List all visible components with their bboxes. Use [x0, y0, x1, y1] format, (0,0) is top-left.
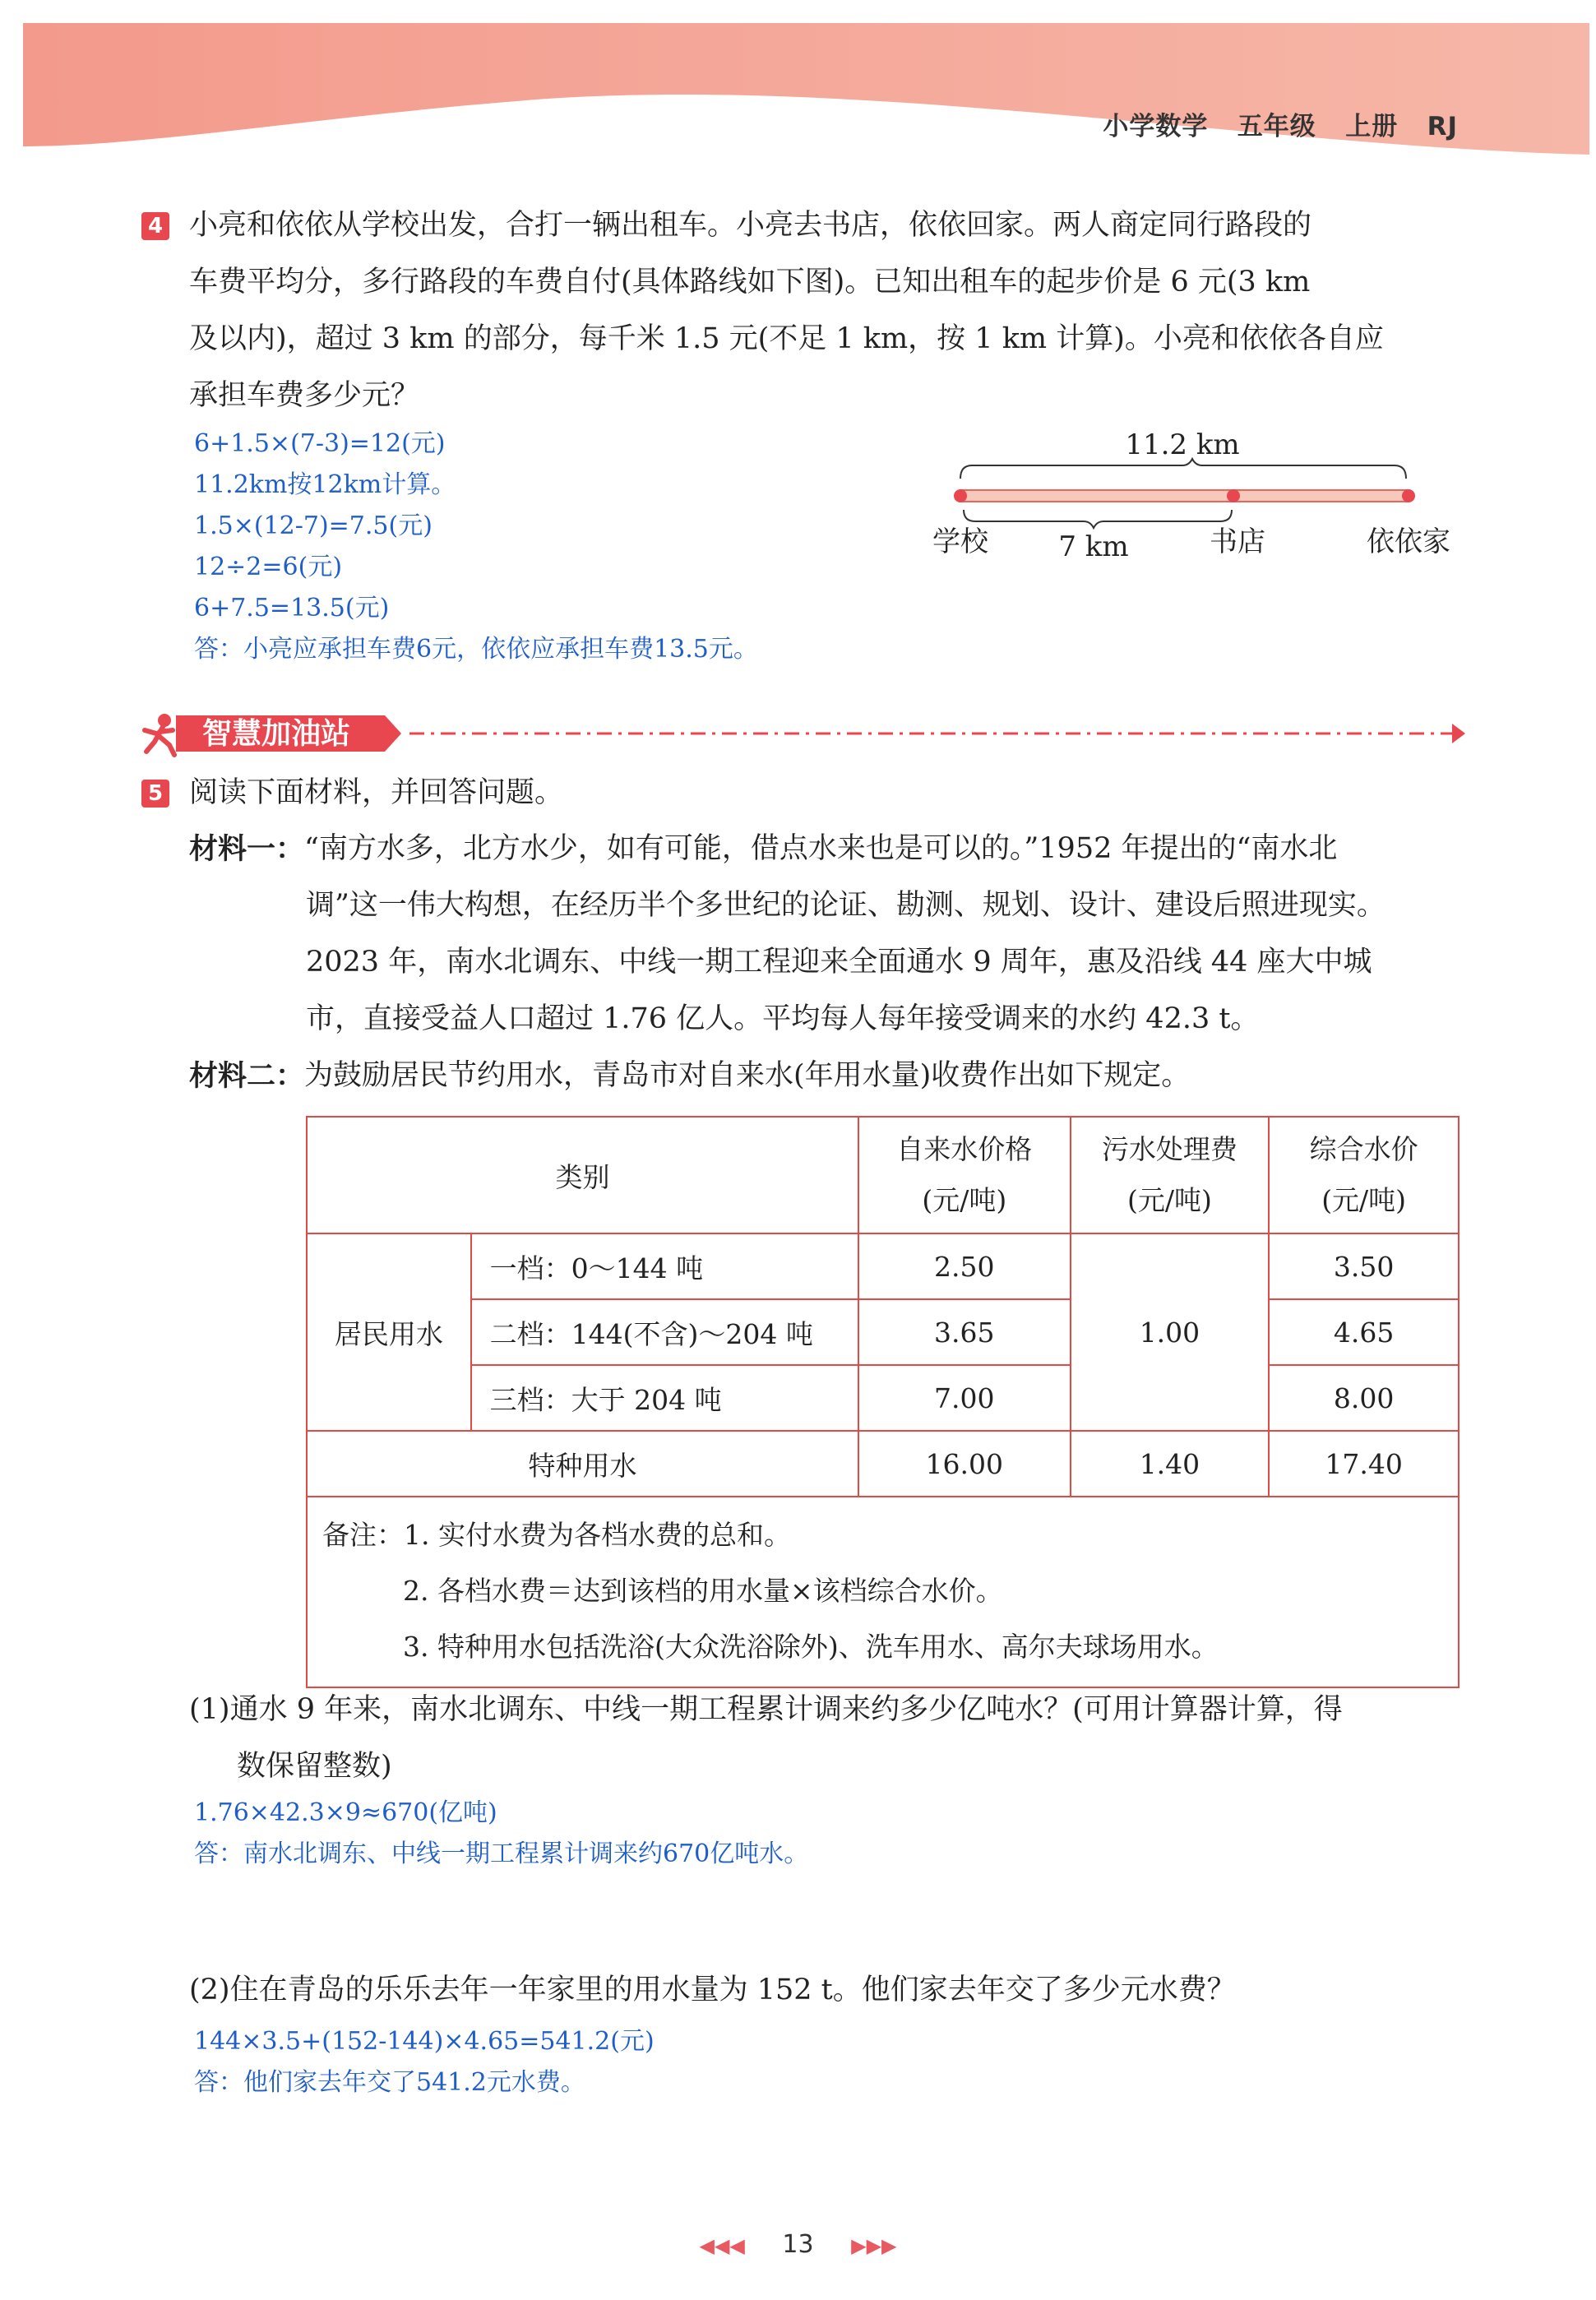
- table-row: [307, 1299, 1459, 1365]
- middle-label: 书店: [1210, 525, 1265, 558]
- prev-arrows-icon: ◀◀◀: [699, 2234, 745, 2257]
- sub1-line: 数保留整数): [237, 1750, 392, 1783]
- special-total-price: 17.40: [1269, 1431, 1459, 1497]
- section-title: 智慧加油站: [202, 717, 351, 751]
- special-name: 特种用水: [307, 1431, 858, 1497]
- segment-brace: [964, 510, 1232, 528]
- tier-name: 三档：大于 204 吨: [471, 1365, 858, 1431]
- material1-line: 市，直接受益人口超过 1.76 亿人。平均每人每年接受调来的水约 42.3 t。: [306, 1002, 1260, 1035]
- answer-line: 答：小亮应承担车费6元，依依应承担车费13.5元。: [194, 635, 758, 664]
- q5-sub2-text: (2)住在青岛的乐乐去年一年家里的用水量为 152 t。他们家去年交了多少元水费？: [189, 1974, 1236, 2006]
- tier-tap-price: 2.50: [858, 1233, 1071, 1299]
- table-row: [307, 1431, 1459, 1497]
- special-tap-price: 16.00: [858, 1431, 1071, 1497]
- q4-line: 车费平均分，多行路段的车费自付(具体路线如下图)。已知出租车的起步价是 6 元(3 km: [189, 266, 1311, 298]
- answer-line: 答：南水北调东、中线一期工程累计调来约670亿吨水。: [194, 1840, 809, 1868]
- q5-sub2-answer: [194, 2021, 655, 2103]
- q5-number-badge: 5: [141, 780, 169, 808]
- answer-line: 6+1.5×(7-3)=12(元): [194, 429, 446, 458]
- q5-sub1-answer: [194, 1793, 808, 1875]
- material2-label: 材料二：: [189, 1059, 305, 1093]
- home-dot: [1402, 489, 1415, 502]
- table-row: [307, 1365, 1459, 1431]
- resident-label: 居民用水: [307, 1233, 471, 1431]
- q5-intro: 阅读下面材料，并回答问题。: [189, 776, 564, 809]
- tier-tap-price: 3.65: [858, 1299, 1071, 1365]
- header-subject: 小学数学: [1103, 112, 1209, 141]
- school-dot: [954, 489, 967, 502]
- q5-sub1-text: [189, 1682, 1472, 1795]
- runner-icon: [145, 714, 174, 755]
- answer-line: 144×3.5+(152-144)×4.65=541.2(元): [194, 2027, 655, 2056]
- section-banner: [140, 709, 1472, 758]
- answer-line: 11.2km按12km计算。: [194, 470, 456, 499]
- answer-line: 1.5×(12-7)=7.5(元): [194, 511, 433, 540]
- answer-line: 12÷2=6(元): [194, 553, 343, 581]
- start-label: 学校: [932, 525, 988, 558]
- tier-total-price: 4.65: [1269, 1299, 1459, 1365]
- material2-text: 为鼓励居民节约用水，青岛市对自来水(年用水量)收费作出如下规定。: [304, 1059, 1191, 1092]
- route-diagram: [921, 428, 1480, 567]
- q4-number-badge: 4: [141, 212, 169, 240]
- header-grade: 五年级: [1237, 112, 1316, 141]
- segment-distance-label: 7 km: [1058, 530, 1129, 563]
- tier-total-price: 3.50: [1269, 1233, 1459, 1299]
- notes-row: [307, 1497, 1459, 1687]
- material1-line: 2023 年，南水北调东、中线一期工程迎来全面通水 9 周年，惠及沿线 44 座大中城: [306, 946, 1372, 979]
- answer-line: 答：他们家去年交了541.2元水费。: [194, 2068, 585, 2097]
- q4-line: 小亮和依依从学校出发，合打一辆出租车。小亮去书店，依依回家。两人商定同行路段的: [189, 209, 1312, 242]
- total-distance-label: 11.2 km: [1125, 428, 1240, 461]
- resident-sewage-fee: 1.00: [1071, 1233, 1270, 1431]
- q4-answer: [194, 423, 758, 670]
- header-total-price: 综合水价 (元/吨): [1269, 1117, 1459, 1233]
- header-category: 类别: [307, 1117, 858, 1233]
- end-label: 依依家: [1367, 525, 1450, 558]
- note-line: 3. 特种用水包括洗浴(大众洗浴除外)、洗车用水、高尔夫球场用水。: [403, 1631, 1219, 1663]
- page-footer: [0, 2230, 1596, 2259]
- material1-line: “南方水多，北方水少，如有可能，借点水来也是可以的。”1952 年提出的“南水北: [304, 832, 1338, 865]
- tier-total-price: 8.00: [1269, 1365, 1459, 1431]
- tier-name: 一档：0～144 吨: [471, 1233, 858, 1299]
- tier-tap-price: 7.00: [858, 1365, 1071, 1431]
- sub1-line: (1)通水 9 年来，南水北调东、中线一期工程累计调来约多少亿吨水？(可用计算器计算，得: [189, 1693, 1343, 1726]
- page-number: 13: [782, 2230, 814, 2259]
- total-brace: [960, 459, 1406, 479]
- tier-name: 二档：144(不含)～204 吨: [471, 1299, 858, 1365]
- answer-line: 1.76×42.3×9≈670(亿吨): [194, 1798, 497, 1827]
- special-sewage-fee: 1.40: [1071, 1431, 1270, 1497]
- note-line: 2. 各档水费＝达到该档的用水量×该档综合水价。: [403, 1575, 1003, 1607]
- header-tap-price: 自来水价格 (元/吨): [858, 1117, 1071, 1233]
- material1-label: 材料一：: [189, 832, 305, 866]
- table-header-row: [307, 1117, 1459, 1233]
- notes-cell: [307, 1497, 1459, 1687]
- answer-line: 6+7.5=13.5(元): [194, 594, 390, 622]
- next-arrows-icon: ▶▶▶: [851, 2234, 897, 2257]
- banner-arrow-icon: [1452, 724, 1465, 743]
- water-fee-table: [306, 1116, 1460, 1688]
- note-line: 备注：1. 实付水费为各档水费的总和。: [322, 1519, 791, 1551]
- material1-line: 调”这一伟大构想，在经历半个多世纪的论证、勘测、规划、设计、建设后照进现实。: [306, 889, 1386, 922]
- table-row: [307, 1233, 1459, 1299]
- route-bar: [960, 490, 1409, 502]
- header-volume: 上册: [1345, 112, 1399, 141]
- q4-line: 承担车费多少元？: [189, 379, 420, 412]
- header-sewage-fee: 污水处理费 (元/吨): [1071, 1117, 1270, 1233]
- bookstore-dot: [1227, 489, 1240, 502]
- q4-line: 及以内)，超过 3 km 的部分，每千米 1.5 元(不足 1 km，按 1 km 计算)。小亮和依依各自应: [189, 322, 1384, 355]
- q4-text: [189, 197, 1472, 424]
- header-edition: RJ: [1427, 112, 1458, 141]
- header-title: [1103, 105, 1458, 142]
